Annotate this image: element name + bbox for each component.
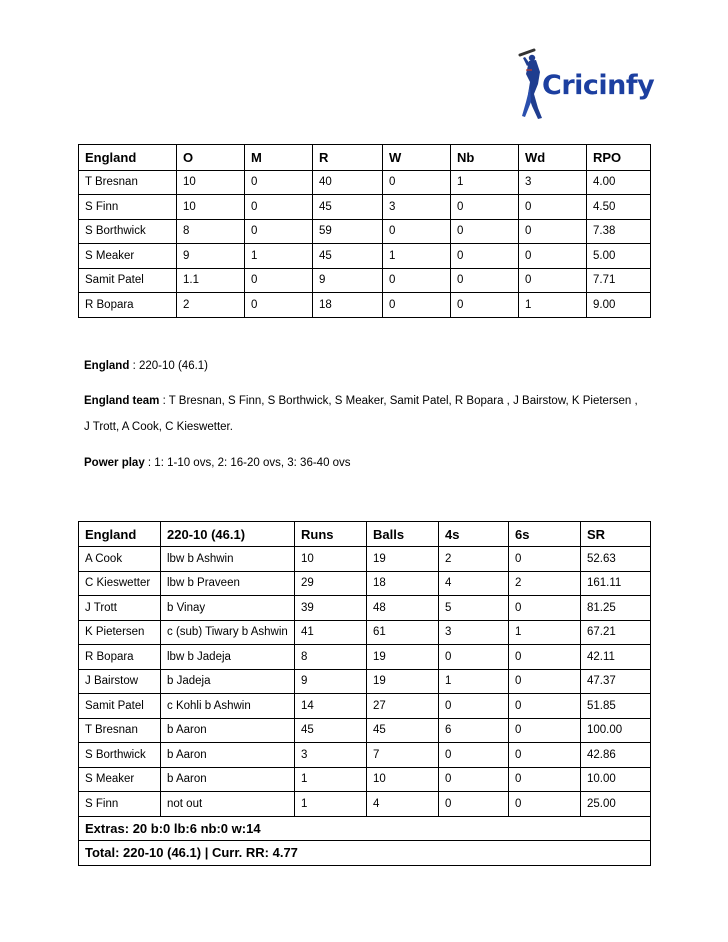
batting-cell: b Aaron [161, 743, 295, 768]
batting-cell: 25.00 [581, 792, 651, 817]
batting-row [79, 792, 651, 817]
powerplay-line [84, 456, 351, 470]
batting-header-cell: Runs [295, 522, 367, 547]
bowling-cell: 0 [451, 219, 519, 244]
batting-cell: 10 [295, 547, 367, 572]
batting-cell: 1 [439, 669, 509, 694]
logo-text: Cricinfy [542, 70, 655, 101]
total-row [79, 841, 651, 866]
bowling-cell: 0 [519, 195, 587, 220]
bowling-cell: 0 [451, 195, 519, 220]
bowling-row [79, 244, 651, 269]
bowling-cell: 0 [519, 219, 587, 244]
bowling-cell: 0 [519, 244, 587, 269]
batting-cell: 42.11 [581, 645, 651, 670]
bowling-cell: 1 [383, 244, 451, 269]
bowling-cell: 0 [245, 195, 313, 220]
batting-cell: 18 [367, 571, 439, 596]
batting-cell: 10 [367, 767, 439, 792]
batting-cell: 161.11 [581, 571, 651, 596]
bowling-header-row [79, 145, 651, 171]
batting-cell: 7 [367, 743, 439, 768]
bowling-cell: 0 [383, 170, 451, 195]
bowling-cell: 9.00 [587, 293, 651, 318]
batting-cell: 8 [295, 645, 367, 670]
batting-cell: J Trott [79, 596, 161, 621]
batting-cell: S Meaker [79, 767, 161, 792]
total-cell: Total: 220-10 (46.1) | Curr. RR: 4.77 [79, 841, 651, 866]
batting-cell: not out [161, 792, 295, 817]
batting-cell: 0 [509, 767, 581, 792]
batting-cell: 47.37 [581, 669, 651, 694]
bowling-cell: 0 [245, 219, 313, 244]
batting-cell: 19 [367, 645, 439, 670]
batting-header-cell: Balls [367, 522, 439, 547]
bowling-cell: Samit Patel [79, 268, 177, 293]
bowling-cell: 45 [313, 195, 383, 220]
batting-table [78, 521, 651, 866]
bowling-cell: 0 [245, 293, 313, 318]
extras-row [79, 816, 651, 841]
batting-cell: 29 [295, 571, 367, 596]
batting-cell: 14 [295, 694, 367, 719]
bowling-cell: 2 [177, 293, 245, 318]
batting-cell: 0 [439, 645, 509, 670]
batting-cell: R Bopara [79, 645, 161, 670]
score-value: : 220-10 (46.1) [129, 360, 209, 372]
team-value-continued: J Trott, A Cook, C Kieswetter. [84, 421, 233, 433]
batting-cell: 48 [367, 596, 439, 621]
batting-cell: 51.85 [581, 694, 651, 719]
bowling-header-cell: Nb [451, 145, 519, 171]
batting-cell: 0 [439, 792, 509, 817]
batting-cell: 6 [439, 718, 509, 743]
extras-cell: Extras: 20 b:0 lb:6 nb:0 w:14 [79, 816, 651, 841]
batting-cell: J Bairstow [79, 669, 161, 694]
bowling-cell: 0 [451, 244, 519, 269]
batting-cell: 0 [509, 669, 581, 694]
batting-row [79, 767, 651, 792]
batting-cell: b Aaron [161, 718, 295, 743]
batting-cell: 81.25 [581, 596, 651, 621]
bowling-cell: 9 [177, 244, 245, 269]
batting-cell: 5 [439, 596, 509, 621]
batting-cell: b Vinay [161, 596, 295, 621]
batting-cell: 4 [367, 792, 439, 817]
team-line-continued [84, 420, 233, 434]
team-line [84, 394, 638, 408]
batting-cell: 2 [439, 547, 509, 572]
batting-cell: 0 [509, 718, 581, 743]
bowling-cell: 0 [245, 170, 313, 195]
bowling-cell: 0 [383, 219, 451, 244]
bowling-cell: 59 [313, 219, 383, 244]
batting-header-cell: 4s [439, 522, 509, 547]
bowling-header-cell: Wd [519, 145, 587, 171]
bowling-cell: 7.71 [587, 268, 651, 293]
bowling-header-cell: O [177, 145, 245, 171]
bowling-cell: 1 [519, 293, 587, 318]
batting-header-row [79, 522, 651, 547]
bowling-table [78, 144, 651, 318]
powerplay-value: : 1: 1-10 ovs, 2: 16-20 ovs, 3: 36-40 ovs [144, 457, 351, 469]
batting-header-cell: 6s [509, 522, 581, 547]
bowling-cell: 0 [451, 293, 519, 318]
batting-row [79, 620, 651, 645]
batting-cell: T Bresnan [79, 718, 161, 743]
bowling-cell: 1.1 [177, 268, 245, 293]
bowling-header-cell: England [79, 145, 177, 171]
cricinfy-logo [512, 46, 655, 122]
batting-header-cell: SR [581, 522, 651, 547]
batting-cell: 0 [509, 547, 581, 572]
score-line [84, 359, 208, 373]
batting-cell: 1 [295, 792, 367, 817]
bowling-cell: 8 [177, 219, 245, 244]
bowling-cell: R Bopara [79, 293, 177, 318]
batting-header-cell: England [79, 522, 161, 547]
batting-cell: 45 [367, 718, 439, 743]
batting-cell: b Aaron [161, 767, 295, 792]
batting-cell: 0 [509, 596, 581, 621]
batting-cell: 4 [439, 571, 509, 596]
batting-cell: 0 [509, 694, 581, 719]
bowling-header-cell: M [245, 145, 313, 171]
bowling-cell: 3 [519, 170, 587, 195]
batting-cell: 100.00 [581, 718, 651, 743]
batting-cell: Samit Patel [79, 694, 161, 719]
bowling-cell: S Finn [79, 195, 177, 220]
batting-cell: 61 [367, 620, 439, 645]
bowling-cell: 0 [383, 293, 451, 318]
batting-cell: 0 [439, 767, 509, 792]
batting-cell: 0 [509, 792, 581, 817]
batting-row [79, 718, 651, 743]
bowling-cell: S Borthwick [79, 219, 177, 244]
bowling-cell: 0 [451, 268, 519, 293]
batting-cell: 1 [509, 620, 581, 645]
batting-cell: lbw b Ashwin [161, 547, 295, 572]
bowling-cell: S Meaker [79, 244, 177, 269]
batting-cell: C Kieswetter [79, 571, 161, 596]
batting-cell: 45 [295, 718, 367, 743]
batting-cell: 39 [295, 596, 367, 621]
bowling-row [79, 293, 651, 318]
batting-cell: 0 [439, 694, 509, 719]
bowling-cell: 1 [451, 170, 519, 195]
bowling-cell: 0 [245, 268, 313, 293]
batting-cell: b Jadeja [161, 669, 295, 694]
bowling-cell: 3 [383, 195, 451, 220]
batting-cell: S Borthwick [79, 743, 161, 768]
bowling-header-cell: RPO [587, 145, 651, 171]
batting-cell: K Pietersen [79, 620, 161, 645]
bowling-header-cell: W [383, 145, 451, 171]
bowling-cell: T Bresnan [79, 170, 177, 195]
batting-cell: 67.21 [581, 620, 651, 645]
bowling-cell: 7.38 [587, 219, 651, 244]
batting-cell: 3 [295, 743, 367, 768]
batting-cell: 52.63 [581, 547, 651, 572]
batting-cell: 1 [295, 767, 367, 792]
batting-cell: 42.86 [581, 743, 651, 768]
bowling-cell: 10 [177, 170, 245, 195]
batting-cell: lbw b Praveen [161, 571, 295, 596]
batting-row [79, 571, 651, 596]
batting-cell: 41 [295, 620, 367, 645]
bowling-row [79, 268, 651, 293]
batting-cell: 10.00 [581, 767, 651, 792]
batting-cell: 0 [439, 743, 509, 768]
score-label: England [84, 360, 130, 372]
batting-cell: c Kohli b Ashwin [161, 694, 295, 719]
batting-cell: S Finn [79, 792, 161, 817]
bowling-cell: 18 [313, 293, 383, 318]
bowling-cell: 10 [177, 195, 245, 220]
bowling-row [79, 170, 651, 195]
batting-row [79, 645, 651, 670]
bowling-row [79, 219, 651, 244]
bowling-cell: 5.00 [587, 244, 651, 269]
batting-cell: c (sub) Tiwary b Ashwin [161, 620, 295, 645]
batting-cell: 0 [509, 743, 581, 768]
batting-cell: 0 [509, 645, 581, 670]
batting-cell: 2 [509, 571, 581, 596]
batting-header-cell: 220-10 (46.1) [161, 522, 295, 547]
batting-cell: 3 [439, 620, 509, 645]
bowling-cell: 4.50 [587, 195, 651, 220]
batting-cell: 27 [367, 694, 439, 719]
batting-row [79, 547, 651, 572]
bowling-cell: 1 [245, 244, 313, 269]
team-label: England team [84, 395, 160, 407]
batting-cell: A Cook [79, 547, 161, 572]
powerplay-label: Power play [84, 457, 145, 469]
batting-cell: 9 [295, 669, 367, 694]
batting-cell: 19 [367, 669, 439, 694]
bowling-row [79, 195, 651, 220]
bowling-cell: 0 [519, 268, 587, 293]
team-value: : T Bresnan, S Finn, S Borthwick, S Meaker, Samit Patel, R Bopara , J Bairstow, K Pietersen , [159, 395, 638, 407]
bowling-cell: 9 [313, 268, 383, 293]
batting-cell: 19 [367, 547, 439, 572]
batting-row [79, 743, 651, 768]
batting-row [79, 596, 651, 621]
batting-row [79, 669, 651, 694]
bowling-cell: 45 [313, 244, 383, 269]
bowling-cell: 0 [383, 268, 451, 293]
batting-cell: lbw b Jadeja [161, 645, 295, 670]
bowling-cell: 4.00 [587, 170, 651, 195]
bowling-header-cell: R [313, 145, 383, 171]
bowling-cell: 40 [313, 170, 383, 195]
batting-row [79, 694, 651, 719]
